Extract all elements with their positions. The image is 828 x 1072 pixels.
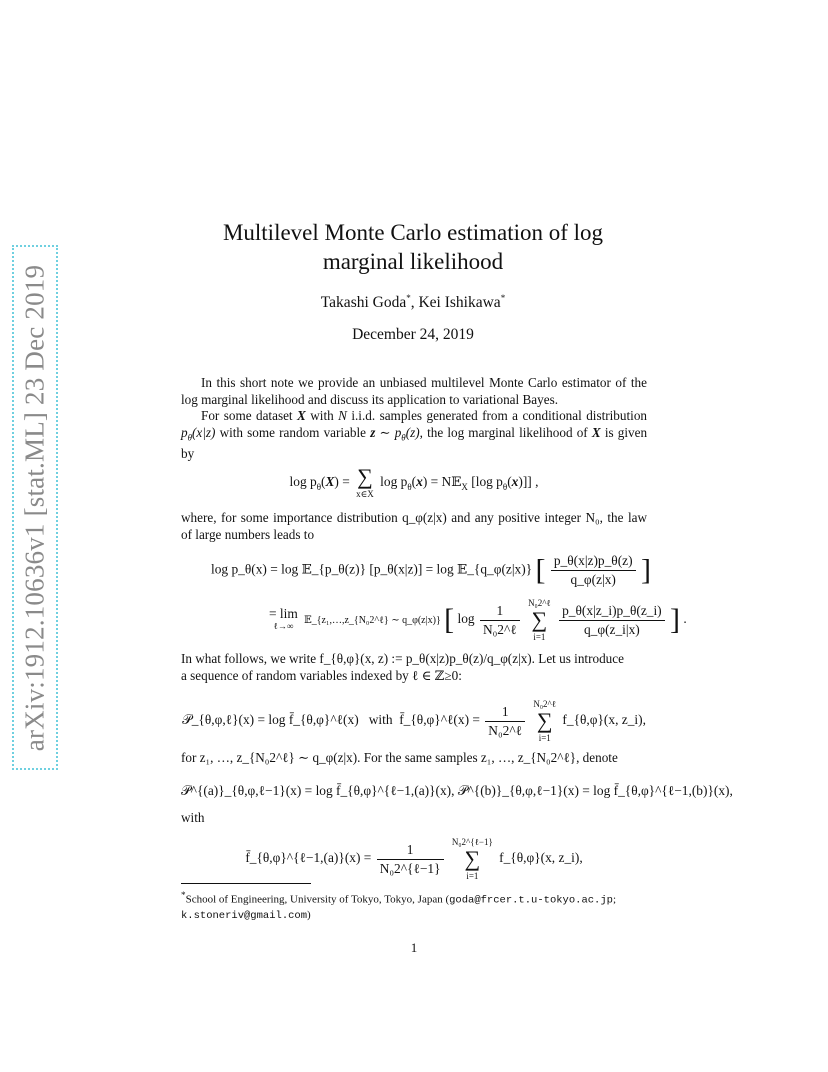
eq2-sum-top: N₀2^ℓ [528, 598, 551, 608]
p2-text-c: i.i.d. samples generated from a conditional distribution [351, 408, 648, 423]
equation-antithetic [181, 782, 733, 800]
eq2-sum: N₀2^ℓ ∑ i=1 [528, 598, 551, 642]
eq3-term: f_{θ,φ}(x, z_i), [562, 712, 646, 728]
paragraph-samples: for z₁, …, z_{N₀2^ℓ} ∼ q_φ(z|x). For the same samples z₁, …, z_{N₀2^ℓ}, denote [181, 750, 618, 765]
eq5-one-over [377, 841, 444, 878]
eq5-sum-bottom: i=1 [466, 871, 479, 881]
equation-random-variables [181, 698, 647, 744]
eq5-one: 1 [377, 841, 444, 860]
paragraph-abstract: In this short note we provide an unbiased multilevel Monte Carlo estimator of the log marginal likelihood and discuss its application to variational Bayes. [181, 375, 647, 407]
eq1-mid: log p [380, 474, 408, 490]
author-1: Takashi Goda [320, 294, 407, 312]
p2-text-d: with some random variable [219, 424, 367, 440]
equation-half-average [181, 836, 647, 882]
eq2-fraction [551, 552, 636, 589]
eq1-sum: ∑ x∈X [356, 464, 374, 499]
eq2-limit [269, 608, 298, 632]
eq2-n0-2l: N₀2^ℓ [482, 621, 517, 637]
paragraph-dataset: For some dataset X with N i.i.d. samples generated from a conditional distribution $p_\theta(x|z)$ with some random variable z ∼ $p_\theta(z)$, the log marginal likelihood of X is given by [181, 408, 648, 461]
eq2-log: log [457, 611, 475, 627]
eq3-sum-bottom: i=1 [538, 733, 551, 743]
eq2-inner-fraction [559, 602, 665, 639]
paragraph-notation [181, 651, 647, 684]
footnote-email-1[interactable]: goda@frcer.t.u-tokyo.ac.jp [449, 894, 613, 907]
eq2-frac-num: p_θ(x|z)p_θ(z) [551, 552, 636, 571]
title-line-2: marginal likelihood [322, 249, 504, 274]
paper-title [180, 218, 646, 276]
eq1-lhs: log p [289, 474, 317, 490]
eq5-den: N₀2^{ℓ−1} [379, 860, 441, 876]
eq2-one: 1 [480, 602, 520, 621]
author-1-mark: * [406, 293, 411, 303]
title-line-1: Multilevel Monte Carlo estimation of log [222, 220, 604, 245]
author-2: Kei Ishikawa [418, 294, 501, 312]
eq2-inner-num: p_θ(x|z_i)p_θ(z_i) [559, 602, 665, 621]
eq3-with: with [368, 712, 393, 728]
eq2-sum-bottom: i=1 [533, 632, 546, 642]
authors: Takashi Goda*, Kei Ishikawa* [320, 293, 506, 312]
paragraph-importance: where, for some importance distribution q_φ(z|x) and any positive integer N₀, the law of large numbers leads to [181, 510, 647, 542]
p2-text-f: is given by [181, 424, 648, 461]
eq3-n0-2l: N₀2^ℓ [488, 722, 523, 738]
equation-importance-sampling: log p_θ(x) = log 𝔼_{p_θ(z)} [p_θ(x|z)] = log 𝔼_{q_φ(z|x)} [ $\frac{p\_\theta(x|z)p\_\theta(z)}{q\_\varphi(z|x)}$ ] = lim ℓ→∞ 𝔼_{z₁,…,z_{N₀2^ℓ} ∼ q_φ(z|x)} [ log $\frac{1}{\text{N₀2\textasciicircum{}ℓ}}$ N₀2^ℓ ∑ i=1 $\frac{p\_\theta(x|z\_i)p\_\theta(z\_i)}{q\_\varphi(z\_i|x)}$ ] . [211, 553, 687, 642]
eq2-inner-den: q_φ(z_i|x) [583, 621, 640, 637]
footnote-text: School of Engineering, University of Tokyo, Tokyo, Japan ( [185, 893, 450, 906]
paragraph-with: with [181, 810, 205, 825]
eq2-one-over [480, 602, 520, 639]
eq4-text: 𝒫^{(a)}_{θ,φ,ℓ−1}(x) = log f̄_{θ,φ}^{ℓ−1,(a)}(x), 𝒫^{(b)}_{θ,φ,ℓ−1}(x) = log f̄_{θ,φ}^{ℓ−1,(b)}(x), [181, 783, 733, 798]
eq2-expectation: 𝔼_{z₁,…,z_{N₀2^ℓ} ∼ q_φ(z|x)} [304, 615, 441, 627]
eq2-lim: = lim [269, 606, 298, 621]
eq5-lhs: f̄_{θ,φ}^{ℓ−1,(a)}(x) = [245, 850, 372, 866]
eq3-fbar: f̄_{θ,φ}^ℓ(x) = [399, 712, 480, 728]
p2-text-a: For some dataset [201, 408, 293, 423]
eq1-sum-under: x∈X [356, 489, 374, 499]
author-2-mark: * [500, 293, 506, 303]
footnote-rule [181, 883, 311, 884]
arxiv-identifier: arXiv:1912.10636v1 [stat.ML] 23 Dec 2019 [19, 264, 50, 751]
eq1-end: [log p [471, 474, 503, 490]
eq3-one: 1 [485, 703, 525, 722]
p2-text-e: , the log marginal likelihood of [419, 424, 588, 440]
eq5-term: f_{θ,φ}(x, z_i), [499, 850, 583, 866]
p4-line-a: In what follows, we write f_{θ,φ}(x, z) := p_θ(x|z)p_θ(z)/q_φ(z|x). Let us introduce [181, 651, 624, 666]
footnote-close: ) [307, 908, 311, 921]
equation-log-marginal: $\log p_\theta(X)$ = ∑ x∈X $\log p_\theta(x)$ = N𝔼$_X$ [log $p_\theta(x)$]] , [289, 464, 539, 499]
paper-date: December 24, 2019 [352, 326, 474, 343]
eq3-one-over [485, 703, 525, 740]
eq2-line-1: log p_θ(x) = log 𝔼_{p_θ(z)} [p_θ(x|z)] = log 𝔼_{q_φ(z|x)} [211, 561, 533, 577]
footnote-separator: ; [612, 893, 617, 906]
eq3-sum-top: N₀2^ℓ [533, 699, 557, 709]
eq3-sum: N₀2^ℓ ∑ i=1 [533, 699, 557, 743]
eq2-frac-den: q_φ(z|x) [570, 572, 616, 587]
p4-line-b: a sequence of random variables indexed by ℓ ∈ ℤ≥0: [181, 667, 462, 683]
eq1-rhs: = N𝔼 [430, 474, 462, 490]
eq2-lim-under: ℓ→∞ [273, 621, 294, 631]
footnote-email-2[interactable]: k.stoneriv@gmail.com [181, 909, 308, 922]
arxiv-side-stamp [12, 245, 58, 770]
p2-text-b: with [310, 408, 334, 423]
eq5-sum-top: N₀2^{ℓ−1} [451, 837, 493, 847]
page-number: 1 [410, 940, 418, 955]
footnote [181, 888, 647, 923]
eq3-lhs: 𝒫_{θ,φ,ℓ}(x) = log f̄_{θ,φ}^ℓ(x) [182, 712, 359, 728]
footnote-mark: * [181, 890, 186, 900]
eq5-sum: N₀2^{ℓ−1} ∑ i=1 [451, 837, 493, 881]
